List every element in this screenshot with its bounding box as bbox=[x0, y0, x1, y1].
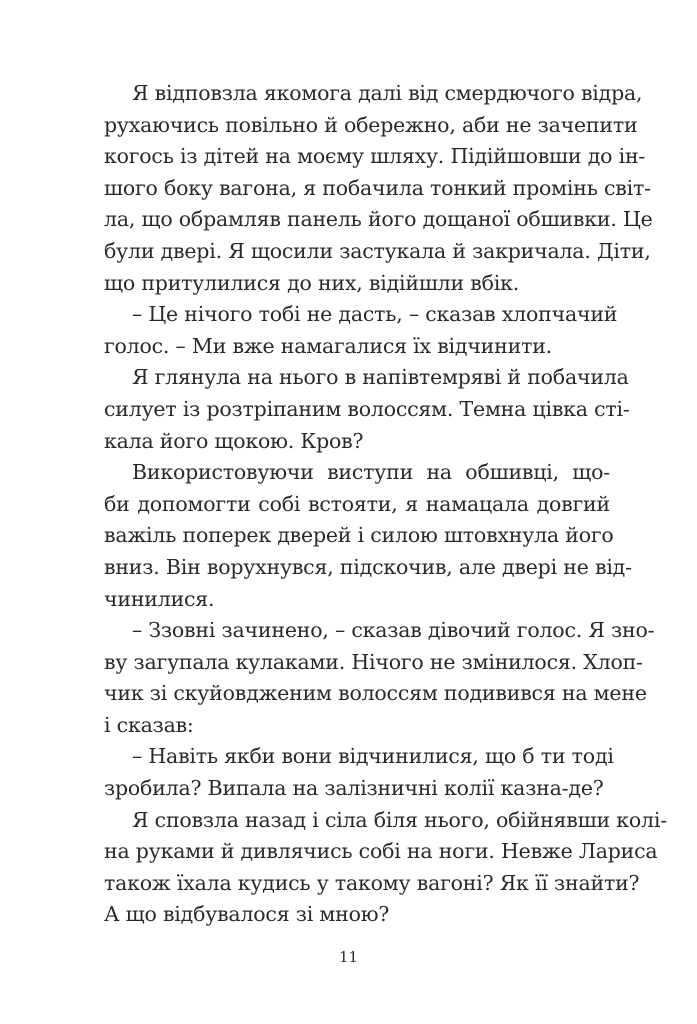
text-line: зробила? Випала на залізничні колії казна-де? bbox=[104, 776, 604, 801]
text-line: – Ззовні зачинено, – сказав дівочий голос. Я зно- bbox=[132, 618, 655, 643]
text-line: чик зі скуйовдженим волоссям подивився на мене bbox=[104, 681, 647, 706]
text-line: голос. – Ми вже намагалися їх відчинити. bbox=[104, 333, 552, 358]
body-text bbox=[104, 78, 667, 931]
text-line: були двері. Я щосили застукала й закричала. Діти, bbox=[104, 238, 651, 263]
text-line: на руками й дивлячись собі на ноги. Невже Лариса bbox=[104, 839, 658, 864]
text-line: – Навіть якби вони відчинилися, що б ти тоді bbox=[132, 744, 614, 769]
text-line: А що відбувалося зі мною? bbox=[104, 902, 390, 927]
text-line: би допомогти собі встояти, я намацала довгий bbox=[104, 491, 610, 516]
text-line: – Це нічого тобі не дасть, – сказав хлопчачий bbox=[132, 302, 618, 327]
text-line: Я відповзла якомога далі від смердючого відра, bbox=[132, 81, 643, 105]
text-line: і сказав: bbox=[104, 712, 194, 737]
page-number: 11 bbox=[338, 948, 359, 966]
text-line: ла, що обрамляв панель його дощаної обшивки. Це bbox=[104, 207, 653, 232]
text-line: чинилися. bbox=[104, 586, 215, 611]
text-line: також їхала кудись у такому вагоні? Як її знайти? bbox=[104, 870, 640, 895]
text-line: ву загупала кулаками. Нічого не змінилося. Хлоп- bbox=[104, 649, 643, 674]
text-line: рухаючись повільно й обережно, аби не зачепити bbox=[104, 112, 638, 137]
text-line: кала його щокою. Кров? bbox=[104, 428, 364, 453]
text-line: Я сповзла назад і сіла біля нього, обійнявши колі- bbox=[132, 807, 667, 832]
text-line: шого боку вагона, я побачила тонкий промінь світ- bbox=[104, 175, 651, 200]
text-line: Використовуючи виступи на обшивці, що- bbox=[132, 460, 610, 485]
text-line: вниз. Він ворухнувся, підскочив, але двері не від- bbox=[104, 554, 632, 579]
text-line: Я глянула на нього в напівтемряві й побачила bbox=[132, 365, 629, 390]
text-line: когось із дітей на моєму шляху. Підійшовши до ін- bbox=[104, 144, 646, 169]
text-line: що притулилися до них, відійшли вбік. bbox=[104, 270, 520, 295]
text-line: важіль поперек дверей і силою штовхнула його bbox=[104, 523, 614, 548]
text-line: силует із розтріпаним волоссям. Темна цівка сті- bbox=[104, 396, 630, 421]
